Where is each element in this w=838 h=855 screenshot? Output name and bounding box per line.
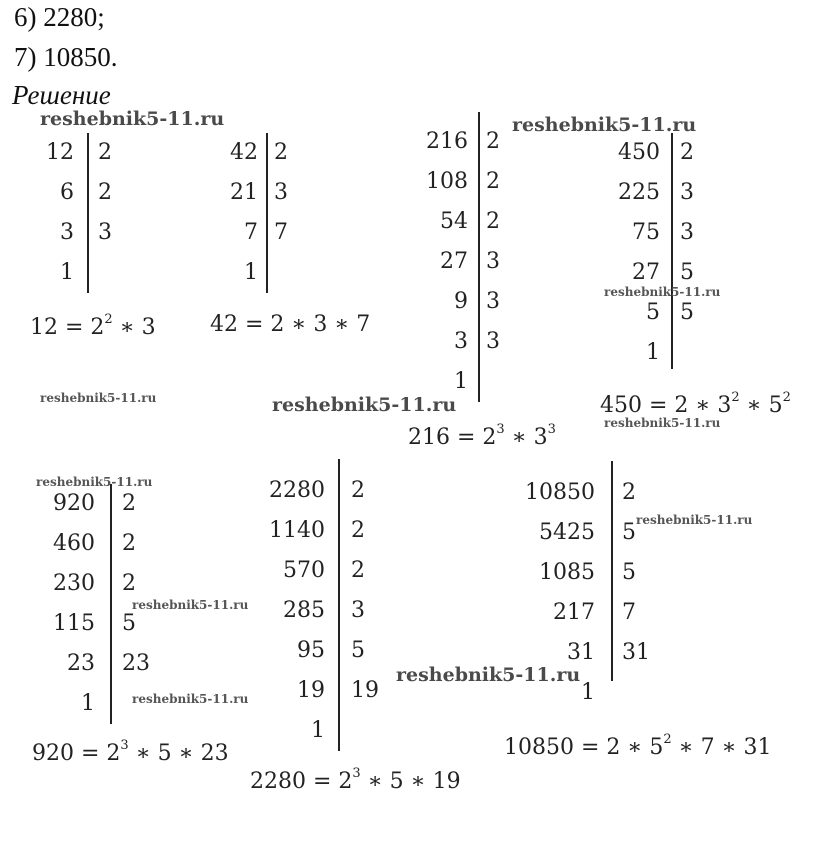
quotient-value: 1	[244, 260, 258, 285]
quotient-value: 230	[53, 571, 95, 596]
divisor-value: 3	[486, 249, 500, 274]
division-line	[266, 133, 268, 293]
watermark-logo: reshebnik5-11.ru	[396, 664, 581, 686]
result-216: $216 = 2^3$ ∗ $3^3$	[408, 422, 556, 450]
quotient-value: 285	[283, 598, 325, 623]
divisor-value: 2	[122, 531, 136, 556]
watermark-logo: reshebnik5-11.ru	[132, 598, 249, 612]
divisor-value: 5	[622, 520, 636, 545]
quotient-value: 5425	[539, 520, 595, 545]
divisor-value	[274, 253, 314, 293]
divisor-value: 2	[351, 478, 365, 503]
quotient-value: 1	[454, 369, 468, 394]
watermark-logo: reshebnik5-11.ru	[36, 475, 153, 489]
quotient-value: 1	[60, 260, 74, 285]
quotient-value: 75	[632, 220, 660, 245]
quotient-value: 10850	[525, 480, 595, 505]
division-line	[671, 133, 673, 369]
quotient-value: 920	[53, 491, 95, 516]
divisor-value: 2	[622, 480, 636, 505]
quotient-value: 23	[67, 651, 95, 676]
quotient-value: 1085	[539, 560, 595, 585]
quotient-value: 225	[618, 180, 660, 205]
division-line	[110, 484, 112, 724]
quotient-value: 570	[283, 558, 325, 583]
division-line	[478, 112, 480, 402]
quotient-value: 42	[230, 140, 258, 165]
watermark-logo: reshebnik5-11.ru	[604, 285, 721, 299]
divisor-value: 3	[486, 289, 500, 314]
divisor-value: 7	[622, 600, 636, 625]
divisor-value: 3	[351, 598, 365, 623]
result-920: $920 = 2^3$ ∗ 5 ∗ 23	[32, 738, 229, 766]
quotient-value: 21	[230, 180, 258, 205]
quotient-value: 7	[244, 220, 258, 245]
divisor-value: 2	[274, 140, 288, 165]
quotient-value: 1	[81, 691, 95, 716]
result-12: $12 = 2^2$ ∗ 3	[30, 312, 156, 340]
quotient-value: 27	[440, 249, 468, 274]
result-42: 42 = 2 ∗ 3 ∗ 7	[210, 312, 371, 337]
divisor-value: 31	[622, 640, 650, 665]
watermark-logo: reshebnik5-11.ru	[40, 391, 157, 405]
watermark-logo: reshebnik5-11.ru	[512, 114, 697, 136]
quotient-value: 1	[646, 340, 660, 365]
divisor-value: 2	[98, 180, 112, 205]
division-line	[611, 461, 613, 681]
divisor-value: 5	[351, 638, 365, 663]
result-2280: $2280 = 2^3$ ∗ 5 ∗ 19	[250, 766, 461, 794]
quotient-value: 12	[46, 140, 74, 165]
quotient-value: 5	[646, 300, 660, 325]
quotient-value: 9	[454, 289, 468, 314]
quotient-value: 27	[632, 260, 660, 285]
watermark-logo: reshebnik5-11.ru	[272, 394, 457, 416]
divisor-value: 5	[680, 260, 694, 285]
quotient-value: 1	[311, 718, 325, 743]
divisor-value	[680, 333, 720, 373]
divisor-value: 3	[680, 220, 694, 245]
divisor-value: 2	[486, 129, 500, 154]
answer-line-7: 7) 10850.	[14, 42, 118, 72]
divisor-value	[98, 253, 138, 293]
divisor-value: 2	[486, 209, 500, 234]
watermark-logo: reshebnik5-11.ru	[40, 108, 225, 130]
divisor-value: 2	[122, 571, 136, 596]
watermark-logo: reshebnik5-11.ru	[604, 416, 721, 430]
division-line	[87, 133, 89, 293]
quotient-value: 115	[53, 611, 95, 636]
divisor-value: 2	[351, 558, 365, 583]
divisor-value: 3	[680, 180, 694, 205]
divisor-value: 5	[680, 300, 694, 325]
division-line	[338, 459, 340, 751]
quotient-value: 108	[426, 169, 468, 194]
quotient-value: 54	[440, 209, 468, 234]
watermark-logo: reshebnik5-11.ru	[132, 692, 249, 706]
quotient-value: 3	[60, 220, 74, 245]
quotient-value: 216	[426, 129, 468, 154]
answer-line-6: 6) 2280;	[14, 2, 105, 32]
result-450: 450 = 2 ∗ $3^2$ ∗ $5^2$	[600, 390, 791, 418]
quotient-value: 95	[297, 638, 325, 663]
divisor-value: 5	[622, 560, 636, 585]
quotient-value: 3	[454, 329, 468, 354]
quotient-value: 450	[618, 140, 660, 165]
divisor-value: 2	[680, 140, 694, 165]
divisor-value: 7	[274, 220, 288, 245]
divisor-value: 3	[274, 180, 288, 205]
quotient-value: 19	[297, 678, 325, 703]
quotient-value: 31	[567, 640, 595, 665]
divisor-value: 2	[486, 169, 500, 194]
divisor-value: 3	[486, 329, 500, 354]
quotient-value: 460	[53, 531, 95, 556]
result-10850: 10850 = 2 ∗ $5^2$ ∗ 7 ∗ 31	[504, 732, 772, 760]
divisor-value: 3	[98, 220, 112, 245]
divisor-value: 5	[122, 611, 136, 636]
divisor-value	[622, 673, 682, 713]
quotient-value: 1	[581, 680, 595, 705]
quotient-value: 1140	[269, 518, 325, 543]
watermark-logo: reshebnik5-11.ru	[636, 513, 753, 527]
divisor-value: 2	[122, 491, 136, 516]
quotient-value: 2280	[269, 478, 325, 503]
solution-heading: Решение	[12, 80, 111, 110]
divisor-value: 2	[98, 140, 112, 165]
quotient-value: 217	[553, 600, 595, 625]
divisor-value	[486, 362, 526, 402]
divisor-value: 2	[351, 518, 365, 543]
quotient-value: 6	[60, 180, 74, 205]
divisor-value: 23	[122, 651, 150, 676]
divisor-value	[351, 711, 391, 751]
divisor-value: 19	[351, 678, 379, 703]
